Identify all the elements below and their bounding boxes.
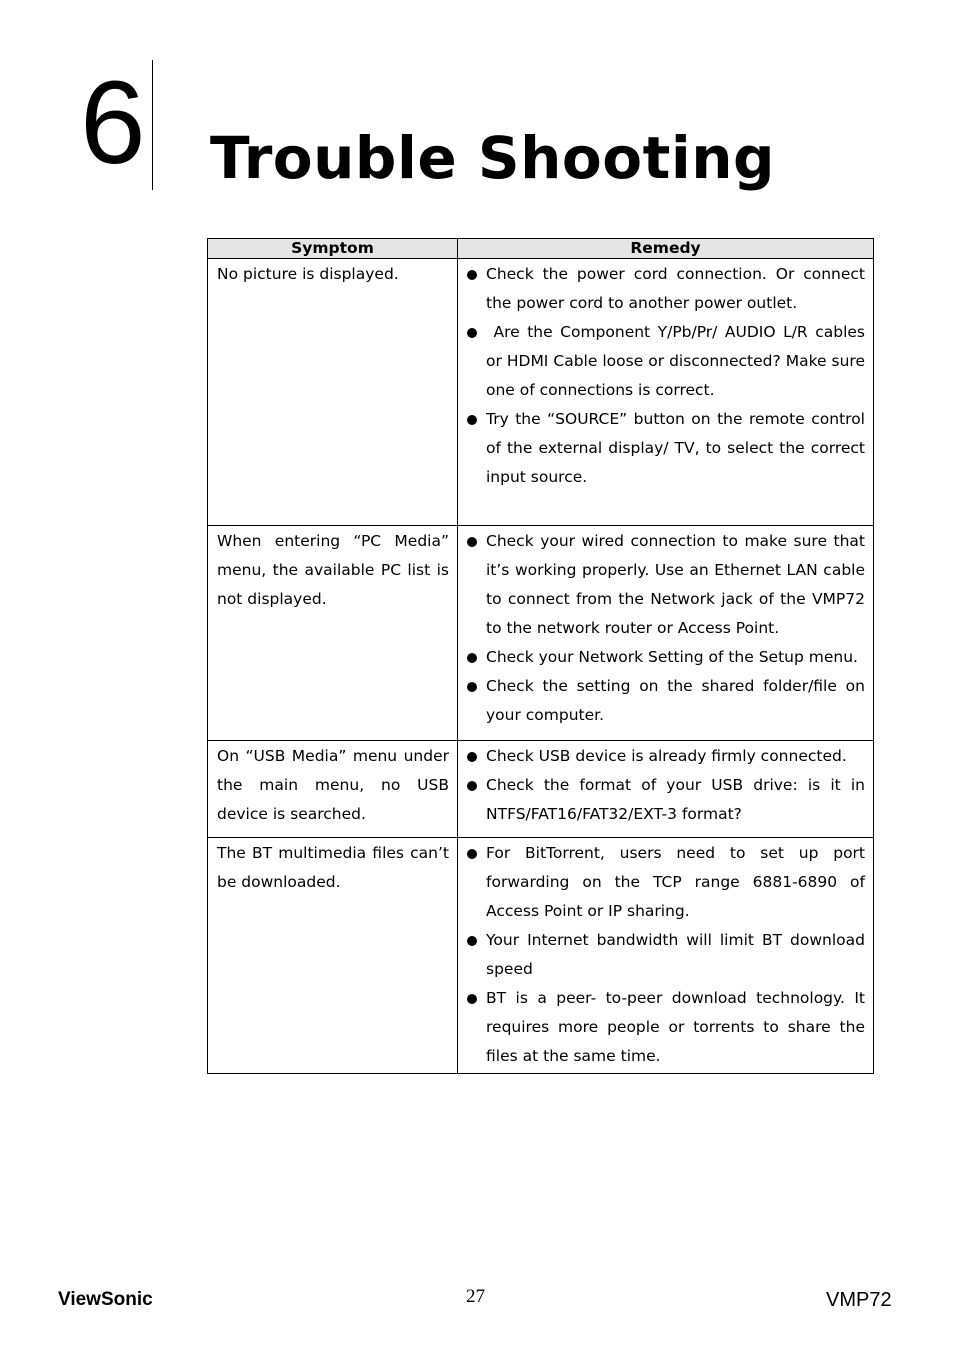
bullet-icon (467, 682, 477, 692)
symptom-cell (208, 838, 458, 1074)
remedy-item (467, 527, 865, 643)
symptom-cell (208, 741, 458, 838)
footer-brand: ViewSonic (58, 1289, 153, 1310)
symptom-cell (208, 526, 458, 741)
remedy-cell (458, 526, 874, 741)
chapter-number: 6 (80, 57, 144, 189)
remedy-text: Check your wired connection to make sure that it’s working properly. Use an Ethernet LAN cable to connect from the Network jack of the VMP72 to the network router or Access Point. (486, 532, 865, 637)
symptom-text: When entering “PC Media” menu, the available PC list is not displayed. (217, 532, 449, 608)
bullet-icon (467, 415, 477, 425)
bullet-icon (467, 537, 477, 547)
remedy-text: Are the Component Y/Pb/Pr/ AUDIO L/R cables or HDMI Cable loose or disconnected? Make sure one of connections is correct. (486, 323, 870, 399)
remedy-item (467, 926, 865, 984)
bullet-icon (467, 270, 477, 280)
remedy-item (467, 643, 865, 672)
table-header-row (208, 239, 874, 259)
symptom-text: On “USB Media” menu under the main menu, no USB device is searched. (217, 747, 449, 823)
remedy-item (467, 839, 865, 926)
table-row (208, 259, 874, 526)
chapter-title: Trouble Shooting (210, 124, 776, 192)
chapter-divider (152, 60, 153, 190)
bullet-icon (467, 653, 477, 663)
remedy-list (458, 526, 873, 732)
bullet-icon (467, 994, 477, 1004)
symptom-cell (208, 259, 458, 526)
remedy-text: Check your Network Setting of the Setup menu. (486, 648, 858, 666)
bullet-icon (467, 752, 477, 762)
remedy-cell (458, 259, 874, 526)
remedy-text: For BitTorrent, users need to set up port forwarding on the TCP range 6881-6890 of Access Point or IP sharing. (486, 844, 865, 920)
bullet-icon (467, 328, 477, 338)
table-row (208, 838, 874, 1074)
table-row (208, 741, 874, 838)
remedy-text: Check the power cord connection. Or connect the power cord to another power outlet. (486, 265, 865, 312)
remedy-item (467, 318, 870, 405)
remedy-item (467, 672, 865, 730)
remedy-item (467, 260, 865, 318)
remedy-item (467, 771, 865, 829)
footer-model: VMP72 (826, 1289, 892, 1311)
remedy-text: Check the format of your USB drive: is it in NTFS/FAT16/FAT32/EXT-3 format? (486, 776, 865, 823)
symptom-text: No picture is displayed. (217, 265, 399, 283)
remedy-text: Check USB device is already firmly connected. (486, 747, 847, 765)
table-row (208, 526, 874, 741)
symptom-header: Symptom (208, 239, 458, 259)
remedy-list (458, 259, 873, 494)
bullet-icon (467, 936, 477, 946)
bullet-icon (467, 849, 477, 859)
troubleshooting-table (207, 238, 874, 1074)
remedy-text: BT is a peer- to-peer download technology. It requires more people or torrents to share the files at the same time. (486, 989, 865, 1065)
remedy-text: Your Internet bandwidth will limit BT download speed (486, 931, 865, 978)
remedy-text: Check the setting on the shared folder/file on your computer. (486, 677, 865, 724)
remedy-text: Try the “SOURCE” button on the remote control of the external display/ TV, to select the correct input source. (486, 410, 865, 486)
footer-page-number: 27 (466, 1286, 485, 1307)
remedy-item (467, 984, 865, 1071)
symptom-text: The BT multimedia files can’t be downloaded. (217, 844, 449, 891)
remedy-list (458, 741, 873, 831)
remedy-cell (458, 741, 874, 838)
remedy-header: Remedy (458, 239, 874, 259)
remedy-item (467, 405, 865, 492)
remedy-list (458, 838, 873, 1073)
remedy-cell (458, 838, 874, 1074)
bullet-icon (467, 781, 477, 791)
remedy-item (467, 742, 865, 771)
